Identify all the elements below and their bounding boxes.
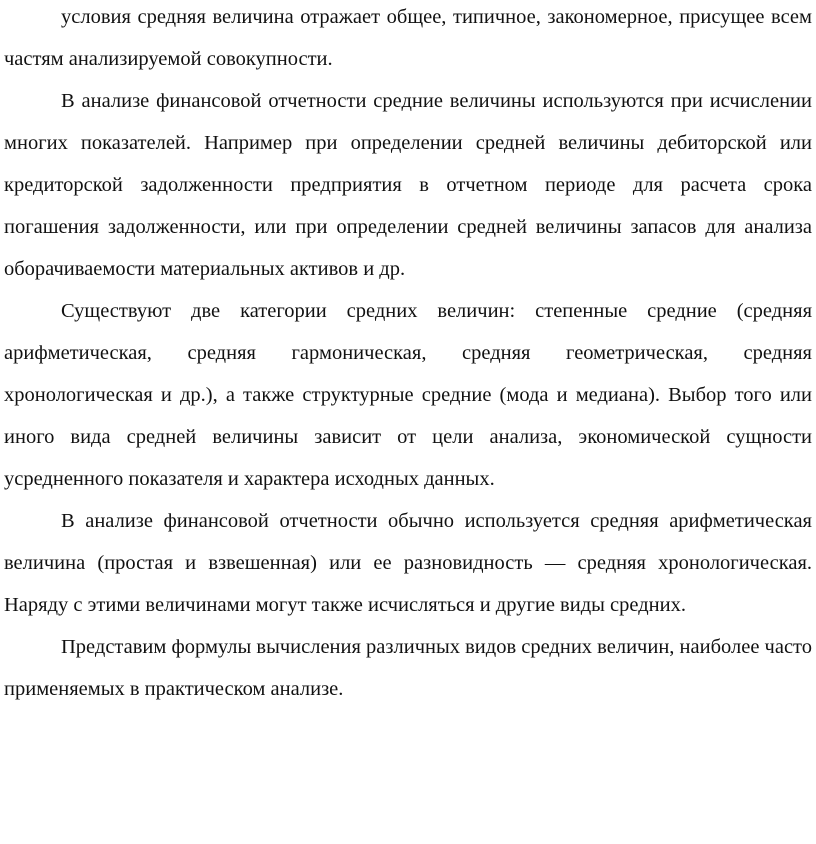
paragraph-formulas-intro: Представим формулы вычисления различных видов средних величин, наиболее часто применяемых в практическом анализе.: [4, 636, 812, 700]
paragraph-averages-usage: В анализе финансовой отчетности средние величины используются при исчислении многих показателей. Например при определении средней величины дебиторской или кредиторской задолженности предприятия в отчетном периоде для расчета срока погашения задолженности, или при определении средней величины запасов для анализа оборачиваемости материальных активов и др.: [4, 90, 812, 280]
paragraph-arithmetic-average: В анализе финансовой отчетности обычно используется средняя арифметическая величина (простая и взвешенная) или ее разновидность — средняя хронологическая. Наряду с этими величинами могут также исчисляться и другие виды средних.: [4, 510, 812, 616]
paragraph-continuation: условия средняя величина отражает общее, типичное, закономерное, присущее всем частям анализируемой совокупности.: [4, 6, 812, 70]
paragraph-average-categories: Существуют две категории средних величин: степенные средние (средняя арифметическая, средняя гармоническая, средняя геометрическая, средняя хронологическая и др.), а также структурные средние (мода и медиана). Выбор того или иного вида средней величины зависит от цели анализа, экономической сущности усредненного показателя и характера исходных данных.: [4, 300, 812, 490]
